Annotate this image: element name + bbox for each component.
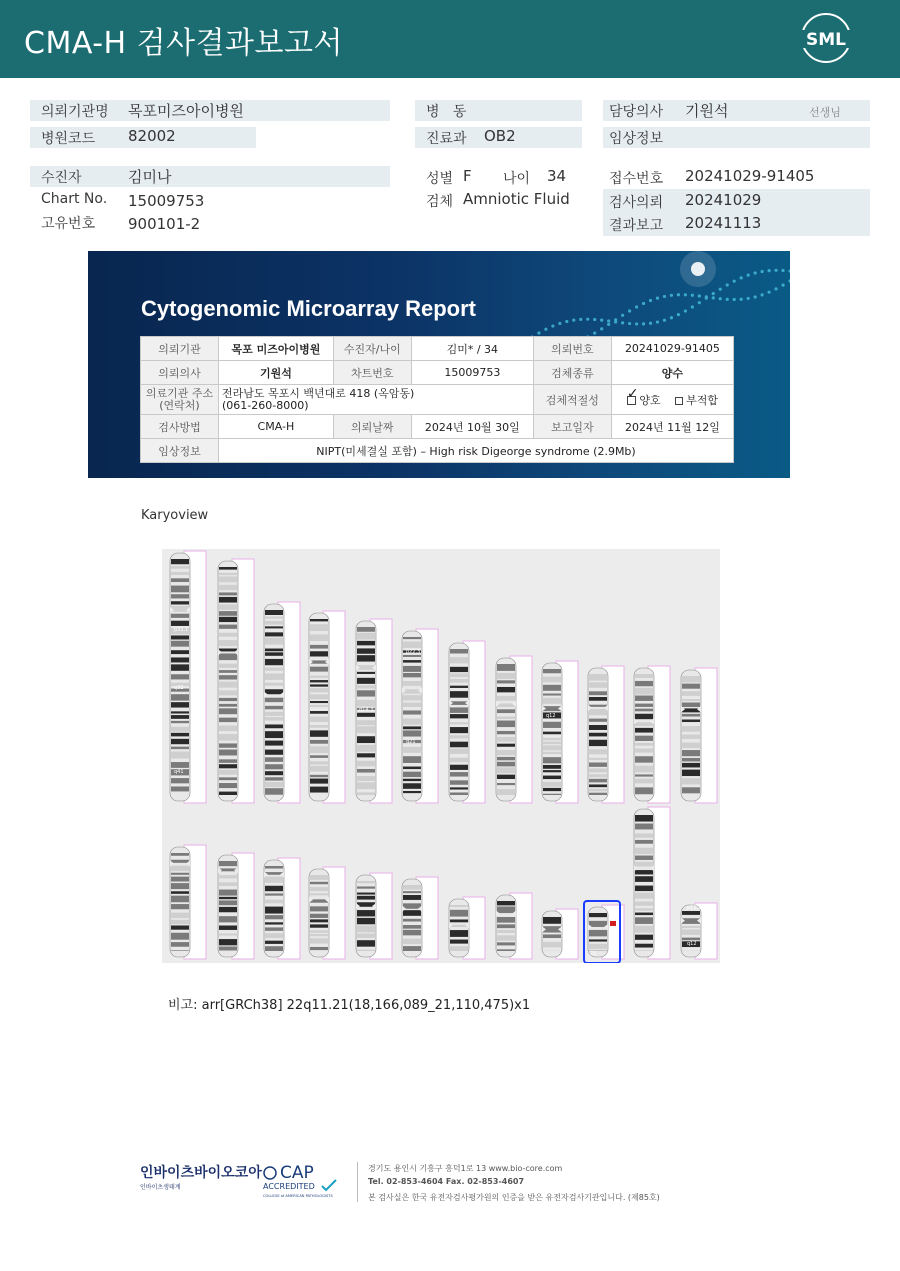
company-logo: 인바이츠바이오코아 bbox=[140, 1165, 262, 1181]
report-header bbox=[0, 0, 900, 78]
report-row bbox=[141, 415, 734, 439]
chromosome bbox=[634, 807, 670, 959]
chromosome bbox=[309, 611, 345, 803]
chromosome bbox=[681, 668, 717, 803]
adequacy-good-label: 양호 bbox=[639, 393, 661, 407]
specimen-label: 검체 bbox=[426, 194, 454, 210]
age-label: 나이 bbox=[503, 171, 531, 187]
chromosome bbox=[402, 629, 438, 803]
report-cell: 차트번호 bbox=[333, 361, 411, 385]
doctor-suffix: 선생님 bbox=[809, 106, 841, 119]
chromosome bbox=[309, 867, 345, 959]
report-cell: 검체적절성 bbox=[533, 385, 611, 415]
svg-text:COLLEGE of AMERICAN PATHOLOGIS: COLLEGE of AMERICAN PATHOLOGISTS bbox=[263, 1194, 333, 1198]
patient-label: 수진자 bbox=[41, 170, 82, 186]
request-value: 20241029 bbox=[685, 191, 762, 209]
band-label: q12 bbox=[687, 941, 697, 947]
age-value: 34 bbox=[547, 167, 567, 185]
address-cell: 전라남도 목포시 백년대로 418 (옥암동) (061-260-8000) bbox=[219, 385, 534, 415]
patient-bar bbox=[30, 166, 390, 187]
ward-label: 병 동 bbox=[426, 104, 467, 120]
patient-value: 김미나 bbox=[128, 168, 172, 186]
checkbox-empty-icon bbox=[675, 397, 683, 405]
result-value: 20241113 bbox=[685, 214, 762, 232]
report-cell: CMA-H bbox=[219, 415, 334, 439]
band-label: p31.1 bbox=[174, 627, 189, 633]
adequacy-cell bbox=[611, 385, 733, 415]
institution-label: 의뢰기관명 bbox=[41, 104, 109, 120]
cap-accredited-logo bbox=[262, 1160, 352, 1200]
chromosome bbox=[496, 656, 532, 803]
hospital-code-label: 병원코드 bbox=[41, 131, 96, 147]
report-cell: 의료기관 주소 (연락처) bbox=[141, 385, 219, 415]
report-cell: 목포 미즈아이병원 bbox=[219, 337, 334, 361]
karyogram bbox=[162, 549, 720, 963]
band-label: q32 bbox=[174, 685, 184, 691]
sex-label: 성별 bbox=[426, 171, 454, 187]
chromosome bbox=[356, 873, 392, 959]
institution-value: 목포미즈아이병원 bbox=[128, 102, 244, 120]
report-table bbox=[140, 336, 734, 463]
band-label: 22 bbox=[590, 951, 597, 957]
checkbox-checked-icon: ✓ bbox=[627, 396, 636, 405]
receipt-value: 20241029-91405 bbox=[685, 167, 815, 185]
report-row bbox=[141, 337, 734, 361]
report-cell: 의뢰번호 bbox=[533, 337, 611, 361]
report-cell: 20241029-91405 bbox=[611, 337, 733, 361]
specimen-value: Amniotic Fluid bbox=[463, 190, 570, 208]
chromosome bbox=[170, 845, 206, 959]
footer-cert: 본 검사실은 한국 유전자검사평가원의 인증을 받은 유전자검사기관입니다. (제85호) bbox=[368, 1193, 660, 1202]
chart-label: Chart No. bbox=[41, 191, 108, 207]
footer-phone: Tel. 02-853-4604 Fax. 02-853-4607 bbox=[368, 1177, 525, 1186]
report-cell: 김미* / 34 bbox=[411, 337, 533, 361]
report-cell: 검체종류 bbox=[533, 361, 611, 385]
report-row bbox=[141, 361, 734, 385]
svg-text:SML: SML bbox=[806, 30, 846, 50]
chromosome bbox=[170, 551, 206, 803]
sml-logo bbox=[798, 10, 854, 66]
request-label: 검사의뢰 bbox=[609, 195, 664, 211]
report-cell: 임상정보 bbox=[141, 439, 219, 463]
chart-value: 15009753 bbox=[128, 192, 205, 210]
band-label: q12 bbox=[546, 713, 556, 719]
report-cell: 2024년 10월 30일 bbox=[411, 415, 533, 439]
cytogenomic-report-panel bbox=[88, 251, 790, 478]
chromosome bbox=[634, 666, 670, 803]
band-label: q14.3 bbox=[359, 707, 374, 713]
dept-value: OB2 bbox=[484, 127, 516, 145]
chromosome bbox=[496, 893, 532, 959]
report-cell: 보고일자 bbox=[533, 415, 611, 439]
report-cell: 기원석 bbox=[219, 361, 334, 385]
clinical-info-cell: NIPT(미세결실 포함) – High risk Digeorge syndrome (2.9Mb) bbox=[219, 439, 734, 463]
company-logo-sub: 인바이츠생태계 bbox=[140, 1184, 181, 1191]
chromosome bbox=[218, 559, 254, 803]
sex-value: F bbox=[463, 167, 472, 185]
band-label: p11.2 bbox=[687, 905, 702, 911]
chromosome bbox=[402, 877, 438, 959]
result-label: 결과보고 bbox=[609, 218, 664, 234]
band-label: p22.3 bbox=[406, 649, 421, 655]
footer-address: 경기도 용인시 기흥구 흥덕1로 13 www.bio-core.com bbox=[368, 1164, 563, 1173]
hospital-code-value: 82002 bbox=[128, 127, 176, 145]
svg-text:ACCREDITED: ACCREDITED bbox=[263, 1182, 315, 1191]
doctor-label: 담당의사 bbox=[609, 104, 664, 120]
report-cell: 의뢰기관 bbox=[141, 337, 219, 361]
report-cell: 15009753 bbox=[411, 361, 533, 385]
remark-note: 비고: arr[GRCh38] 22q11.21(18,166,089_21,110,475)x1 bbox=[168, 998, 531, 1013]
report-cell: 2024년 11월 12일 bbox=[611, 415, 733, 439]
doctor-value: 기원석 bbox=[685, 102, 729, 120]
adequacy-bad-label: 부적합 bbox=[686, 393, 718, 407]
chromosome bbox=[264, 602, 300, 803]
chromosome bbox=[264, 858, 300, 959]
receipt-label: 접수번호 bbox=[609, 171, 664, 187]
report-cell: 의뢰의사 bbox=[141, 361, 219, 385]
dept-label: 진료과 bbox=[426, 131, 467, 147]
svg-text:CAP: CAP bbox=[280, 1163, 314, 1183]
report-row bbox=[141, 385, 734, 415]
chromosome bbox=[449, 897, 485, 959]
clinical-label: 임상정보 bbox=[609, 131, 664, 147]
chromosome bbox=[681, 903, 717, 959]
uid-label: 고유번호 bbox=[41, 216, 96, 232]
band-label: q41 bbox=[174, 769, 184, 775]
report-cell: 의뢰날짜 bbox=[333, 415, 411, 439]
report-cell: 수진자/나이 bbox=[333, 337, 411, 361]
chromosome bbox=[542, 909, 578, 959]
chromosome bbox=[449, 641, 485, 803]
report-row bbox=[141, 439, 734, 463]
uid-value: 900101-2 bbox=[128, 215, 201, 233]
report-title: Cytogenomic Microarray Report bbox=[141, 296, 476, 321]
footer-divider bbox=[357, 1162, 358, 1202]
karyoview-panel bbox=[162, 549, 720, 963]
chromosome bbox=[218, 853, 254, 959]
report-cell: 검사방법 bbox=[141, 415, 219, 439]
chromosome bbox=[542, 661, 578, 803]
band-label: q21 bbox=[406, 739, 416, 745]
page-title: CMA-H 검사결과보고서 bbox=[24, 26, 343, 61]
report-cell: 양수 bbox=[611, 361, 733, 385]
chromosome bbox=[588, 666, 624, 803]
karyoview-label: Karyoview bbox=[141, 508, 209, 523]
